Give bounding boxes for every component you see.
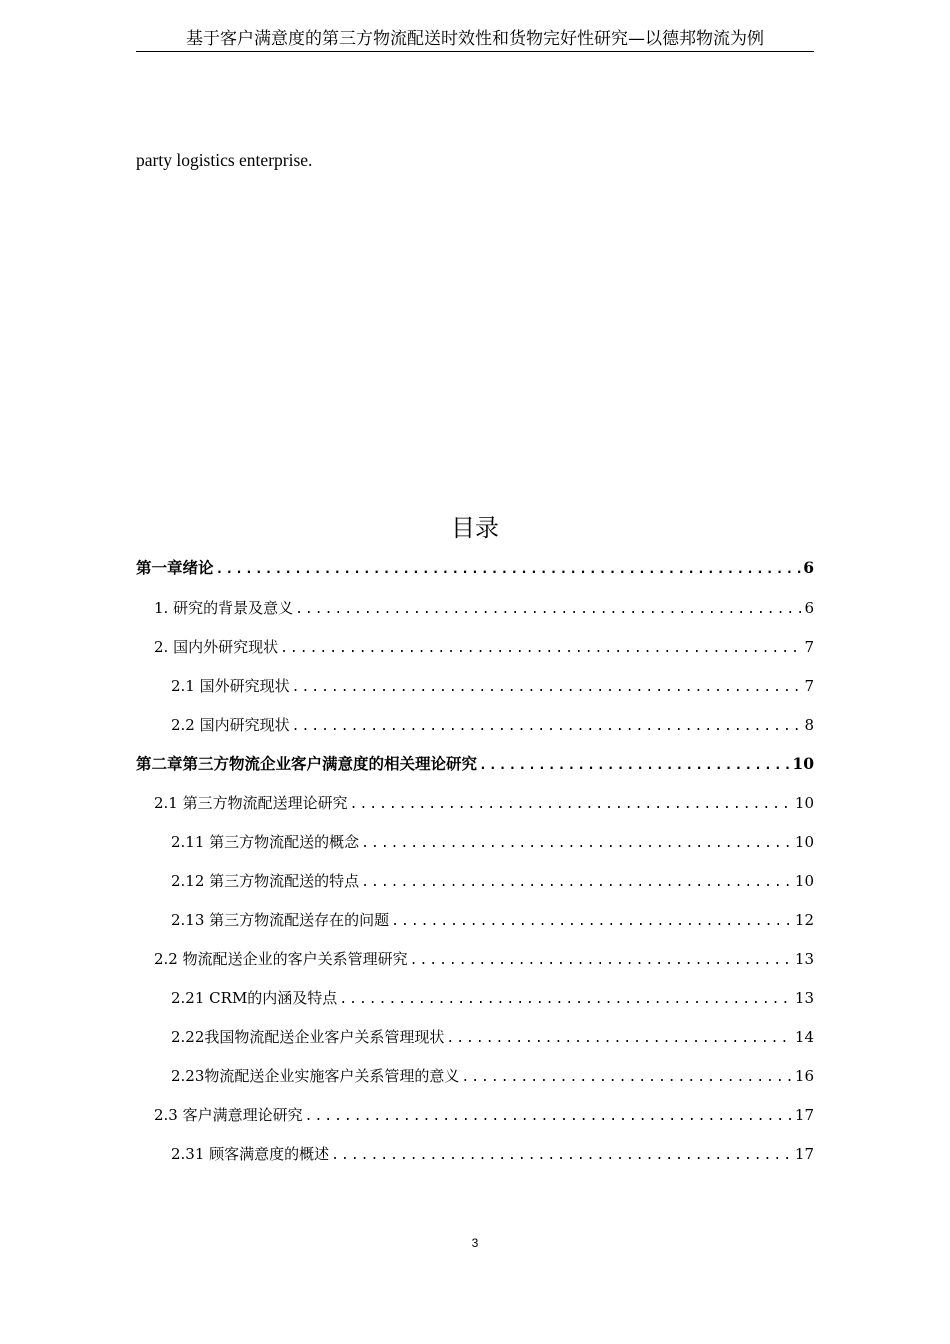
toc-entry-page: 8 [804, 716, 814, 734]
toc-entry-label: 1. 研究的背景及意义 [154, 599, 294, 617]
toc-leader-dots [331, 1144, 793, 1168]
continued-abstract-text: party logistics enterprise. [136, 150, 313, 170]
toc-entry-label: 2.1 国外研究现状 [171, 677, 290, 695]
toc-leader-dots [461, 1066, 793, 1090]
toc-title: 目录 [451, 514, 499, 542]
toc-entry-page: 12 [794, 911, 814, 929]
toc-entry-label: 第二章第三方物流企业客户满意度的相关理论研究 [136, 754, 478, 773]
toc-entry[interactable] [171, 713, 814, 737]
toc-entry-label: 2.2 物流配送企业的客户关系管理研究 [154, 950, 408, 968]
toc-entry-page: 10 [794, 794, 814, 812]
toc-entry-page: 16 [794, 1067, 814, 1085]
toc-entry-label: 2. 国内外研究现状 [154, 638, 279, 656]
toc-leader-dots [295, 598, 802, 622]
toc-entry[interactable] [171, 674, 814, 698]
toc-leader-dots [339, 988, 793, 1012]
toc-entry[interactable] [154, 635, 814, 659]
toc-entry[interactable] [171, 1064, 814, 1088]
toc-entry-page: 14 [794, 1028, 814, 1046]
toc-leader-dots [292, 715, 803, 739]
toc-entry-page: 6 [804, 599, 814, 617]
toc-entry-page: 13 [794, 989, 814, 1007]
toc-entry-page: 7 [804, 677, 814, 695]
toc-entry-label: 2.3 客户满意理论研究 [154, 1106, 303, 1124]
toc-entry[interactable] [154, 791, 814, 815]
toc-entry-page: 17 [794, 1145, 814, 1163]
toc-leader-dots [446, 1027, 793, 1051]
toc-leader-dots [292, 676, 803, 700]
toc-entry-label: 2.12 第三方物流配送的特点 [171, 872, 360, 890]
toc-entry-page: 10 [794, 872, 814, 890]
toc-entry-label: 2.31 顾客满意度的概述 [171, 1145, 330, 1163]
toc-entry-label: 2.22我国物流配送企业客户关系管理现状 [171, 1028, 445, 1046]
toc-entry-page: 17 [794, 1106, 814, 1124]
toc-entry-page: 6 [803, 558, 814, 577]
toc-entry-label: 2.1 第三方物流配送理论研究 [154, 794, 348, 812]
toc-leader-dots [280, 637, 802, 661]
toc-leader-dots [216, 558, 802, 582]
toc-entry[interactable] [136, 752, 814, 776]
toc-leader-dots [361, 832, 793, 856]
toc-entry[interactable] [154, 947, 814, 971]
toc-entry[interactable] [171, 986, 814, 1010]
toc-entry-page: 10 [792, 754, 814, 773]
toc-entry[interactable] [154, 1103, 814, 1127]
toc-entry[interactable] [171, 1142, 814, 1166]
toc-entry[interactable] [171, 830, 814, 854]
toc-entry-label: 第一章绪论 [136, 558, 214, 577]
toc-entry[interactable] [171, 908, 814, 932]
toc-entry-page: 13 [794, 950, 814, 968]
toc-leader-dots [350, 793, 793, 817]
toc-leader-dots [410, 949, 793, 973]
toc-entry-label: 2.13 第三方物流配送存在的问题 [171, 911, 390, 929]
toc-entry-label: 2.23物流配送企业实施客户关系管理的意义 [171, 1067, 460, 1085]
toc-entry-page: 10 [794, 833, 814, 851]
toc-entry-page: 7 [804, 638, 814, 656]
toc-entry[interactable] [136, 556, 814, 580]
toc-entry-label: 2.21 CRM的内涵及特点 [171, 989, 338, 1007]
toc-entry-label: 2.11 第三方物流配送的概念 [171, 833, 360, 851]
toc-leader-dots [391, 910, 793, 934]
toc-leader-dots [305, 1105, 793, 1129]
toc-entry[interactable] [171, 869, 814, 893]
toc-entry[interactable] [154, 596, 814, 620]
running-header: 基于客户满意度的第三方物流配送时效性和货物完好性研究—以德邦物流为例 [136, 28, 814, 52]
toc-entry[interactable] [171, 1025, 814, 1049]
page-number: 3 [471, 1236, 479, 1250]
toc-leader-dots [479, 754, 790, 778]
toc-entry-label: 2.2 国内研究现状 [171, 716, 290, 734]
toc-leader-dots [361, 871, 793, 895]
